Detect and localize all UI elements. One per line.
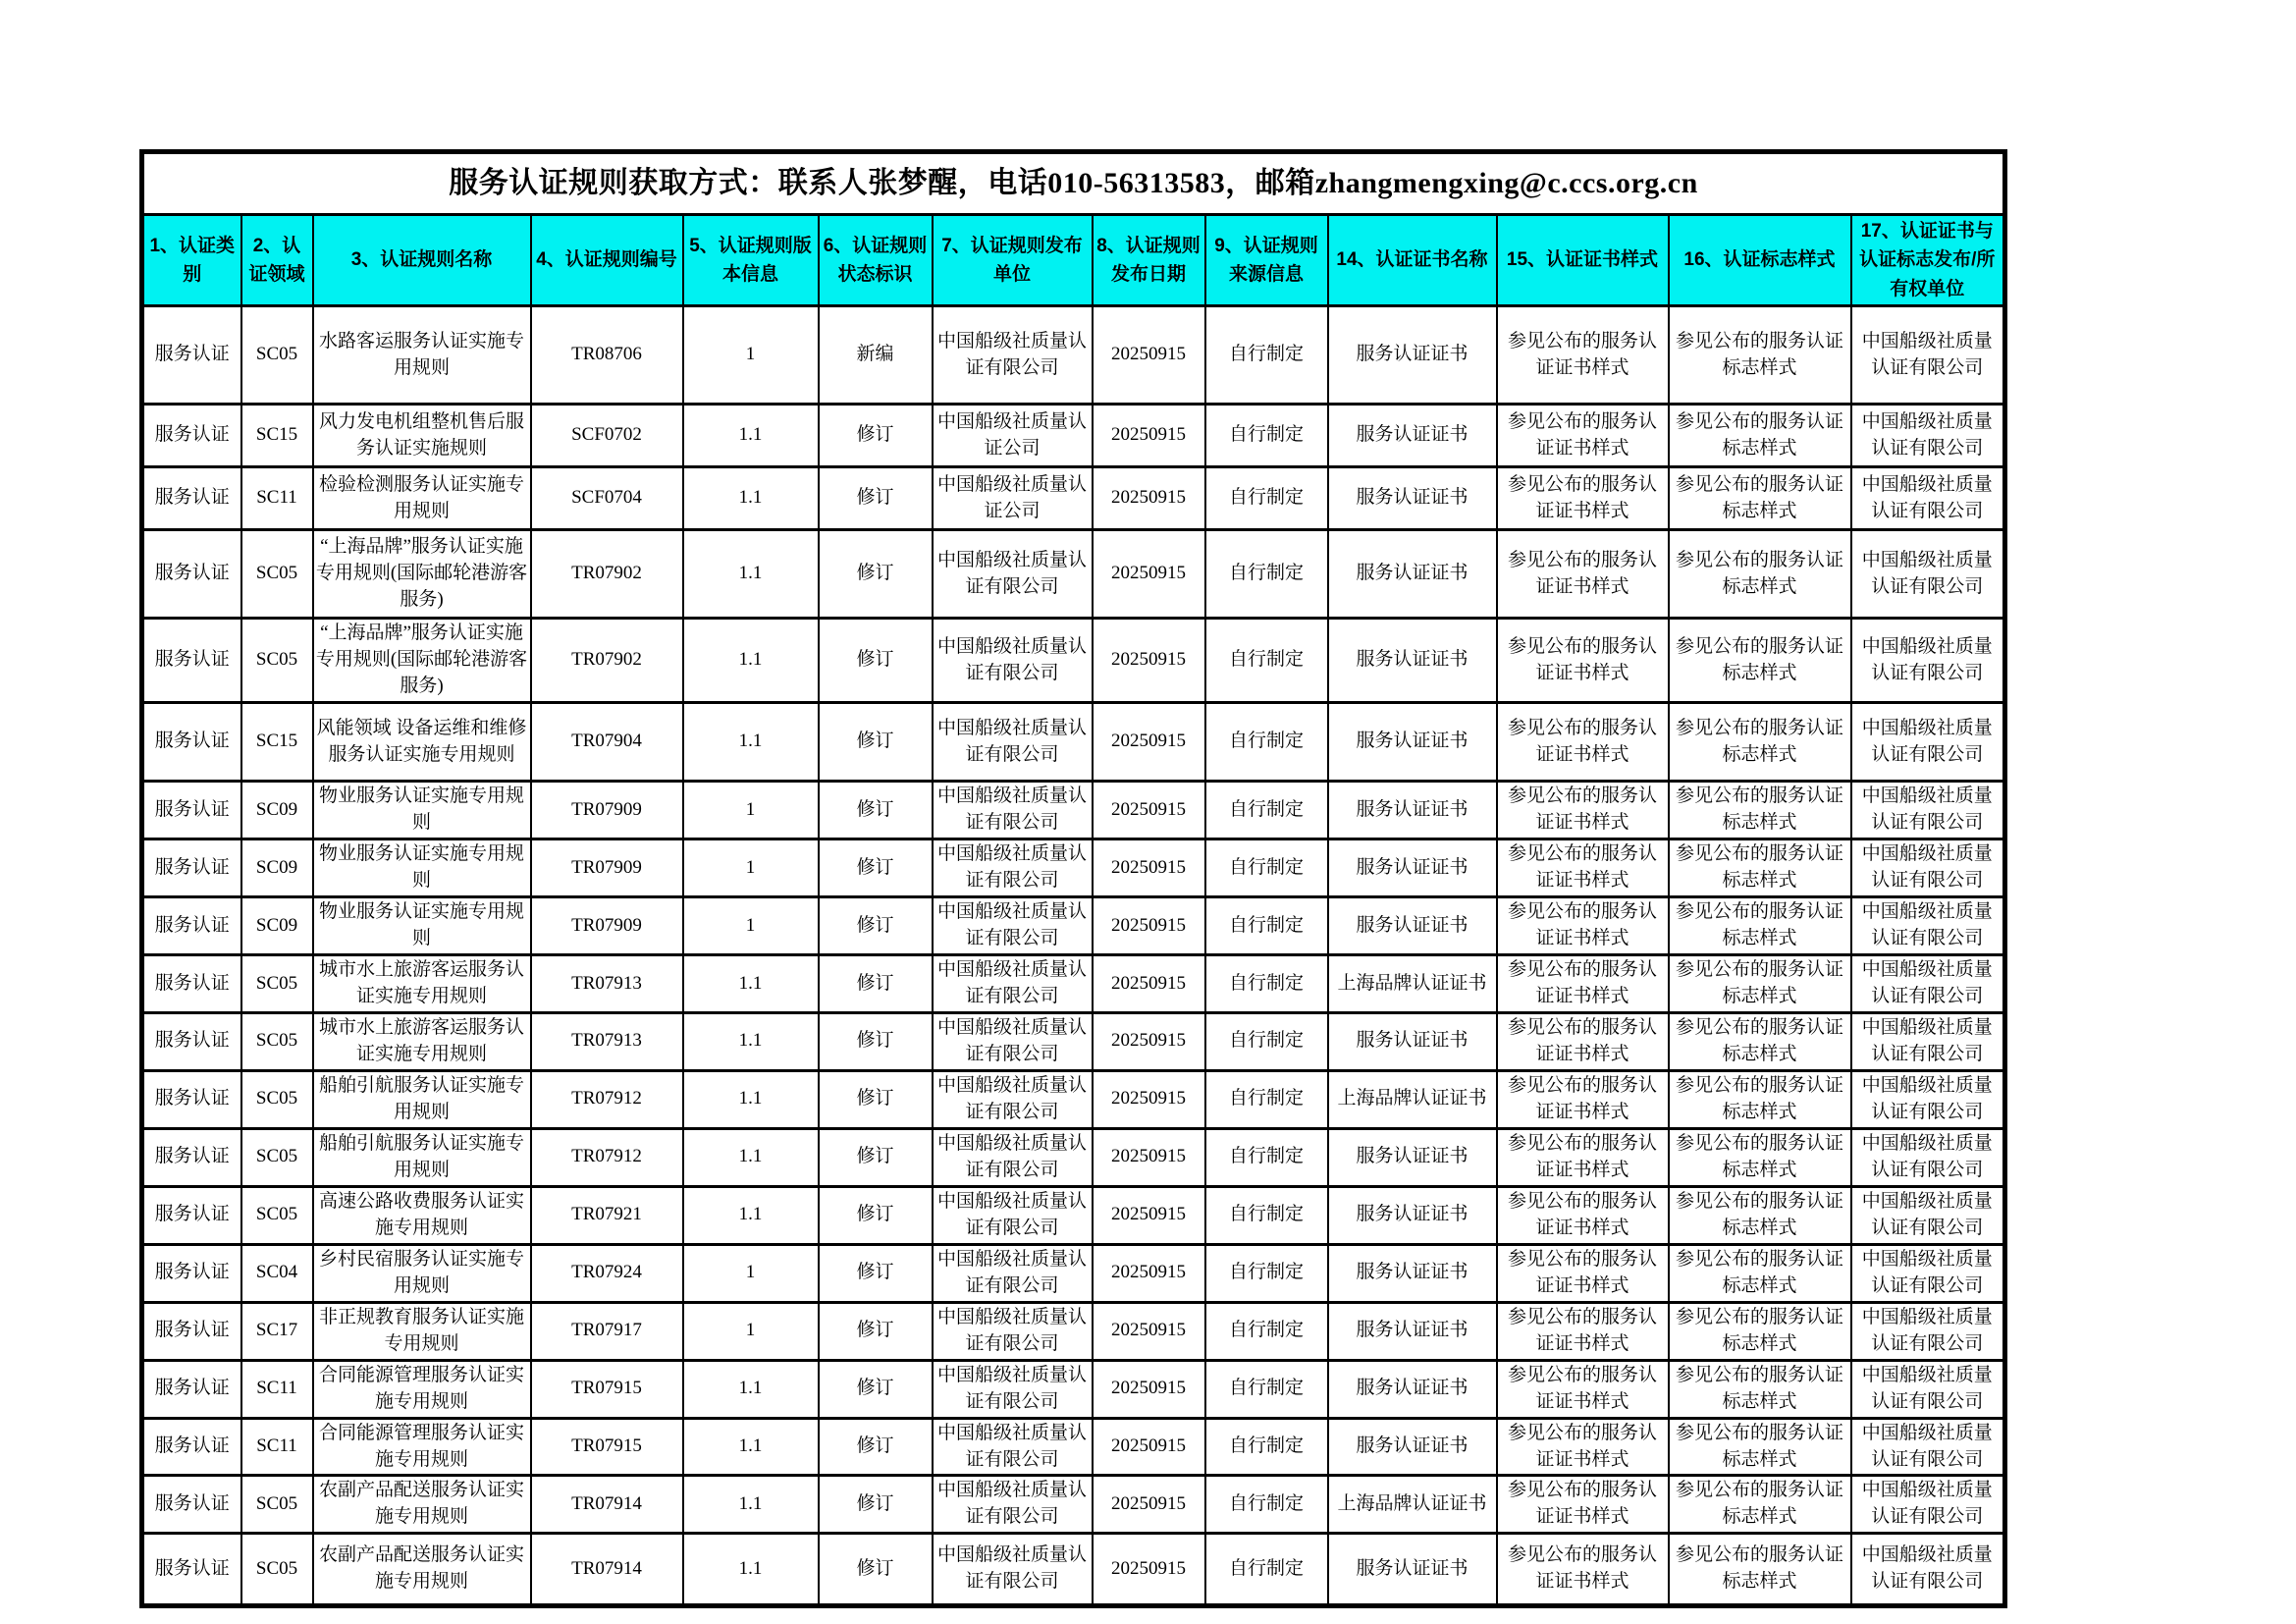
cell-rule-number: SCF0704	[531, 467, 683, 530]
col-header-issuer: 7、认证规则发布单位	[933, 215, 1093, 306]
col-header-version: 5、认证规则版本信息	[683, 215, 819, 306]
cell-status: 修订	[819, 955, 933, 1013]
cell-owner: 中国船级社质量认证有限公司	[1851, 530, 2005, 619]
cell-owner: 中国船级社质量认证有限公司	[1851, 1534, 2005, 1606]
cell-cert-style: 参见公布的服务认证证书样式	[1497, 897, 1669, 955]
cell-cert-name: 服务认证证书	[1328, 1360, 1497, 1418]
cell-rule-name: 船舶引航服务认证实施专用规则	[313, 1070, 531, 1128]
cell-issuer: 中国船级社质量认证有限公司	[933, 1360, 1093, 1418]
cell-rule-number: TR07921	[531, 1186, 683, 1244]
cell-version: 1	[683, 897, 819, 955]
cell-source: 自行制定	[1205, 1070, 1328, 1128]
cell-source: 自行制定	[1205, 1012, 1328, 1070]
cell-cert-name: 服务认证证书	[1328, 619, 1497, 703]
cell-rule-number: TR07912	[531, 1070, 683, 1128]
cell-version: 1.1	[683, 405, 819, 467]
cell-category: 服务认证	[142, 955, 241, 1013]
cell-owner: 中国船级社质量认证有限公司	[1851, 1302, 2005, 1360]
cell-source: 自行制定	[1205, 955, 1328, 1013]
col-header-publish-date: 8、认证规则发布日期	[1093, 215, 1205, 306]
cell-mark-style: 参见公布的服务认证标志样式	[1669, 1476, 1851, 1534]
cell-publish-date: 20250915	[1093, 1476, 1205, 1534]
cell-owner: 中国船级社质量认证有限公司	[1851, 1128, 2005, 1186]
cell-rule-name: 物业服务认证实施专用规则	[313, 839, 531, 897]
cell-issuer: 中国船级社质量认证有限公司	[933, 306, 1093, 405]
cell-rule-name: 城市水上旅游客运服务认证实施专用规则	[313, 955, 531, 1013]
cell-rule-name: 乡村民宿服务认证实施专用规则	[313, 1244, 531, 1302]
cell-cert-name: 上海品牌认证证书	[1328, 955, 1497, 1013]
cell-source: 自行制定	[1205, 306, 1328, 405]
cell-status: 修订	[819, 1186, 933, 1244]
table-row	[142, 619, 2005, 703]
cell-rule-name: “上海品牌”服务认证实施专用规则(国际邮轮港游客服务)	[313, 530, 531, 619]
table-row	[142, 1012, 2005, 1070]
cell-version: 1	[683, 306, 819, 405]
cell-owner: 中国船级社质量认证有限公司	[1851, 703, 2005, 782]
col-header-owner: 17、认证证书与认证标志发布/所有权单位	[1851, 215, 2005, 306]
header-row	[142, 215, 2005, 306]
cell-owner: 中国船级社质量认证有限公司	[1851, 782, 2005, 839]
cell-source: 自行制定	[1205, 897, 1328, 955]
cell-cert-style: 参见公布的服务认证证书样式	[1497, 1360, 1669, 1418]
col-header-category: 1、认证类别	[142, 215, 241, 306]
cell-cert-name: 上海品牌认证证书	[1328, 1476, 1497, 1534]
cell-cert-style: 参见公布的服务认证证书样式	[1497, 955, 1669, 1013]
col-header-rule-name: 3、认证规则名称	[313, 215, 531, 306]
cell-publish-date: 20250915	[1093, 897, 1205, 955]
cell-owner: 中国船级社质量认证有限公司	[1851, 1418, 2005, 1476]
cell-rule-number: TR07915	[531, 1360, 683, 1418]
col-header-rule-number: 4、认证规则编号	[531, 215, 683, 306]
cell-status: 修订	[819, 467, 933, 530]
cell-version: 1.1	[683, 955, 819, 1013]
table-row	[142, 1476, 2005, 1534]
cell-status: 修订	[819, 619, 933, 703]
cell-publish-date: 20250915	[1093, 1360, 1205, 1418]
cell-rule-name: 城市水上旅游客运服务认证实施专用规则	[313, 1012, 531, 1070]
cell-version: 1	[683, 1302, 819, 1360]
cell-publish-date: 20250915	[1093, 1244, 1205, 1302]
cell-version: 1.1	[683, 1476, 819, 1534]
cell-cert-style: 参见公布的服务认证证书样式	[1497, 467, 1669, 530]
cell-cert-name: 上海品牌认证证书	[1328, 1070, 1497, 1128]
table-row	[142, 405, 2005, 467]
cell-status: 修订	[819, 1244, 933, 1302]
table-row	[142, 703, 2005, 782]
cell-field: SC05	[241, 1128, 313, 1186]
cell-mark-style: 参见公布的服务认证标志样式	[1669, 703, 1851, 782]
cell-status: 修订	[819, 1012, 933, 1070]
title-row	[142, 152, 2005, 215]
cell-owner: 中国船级社质量认证有限公司	[1851, 1186, 2005, 1244]
cell-issuer: 中国船级社质量认证公司	[933, 405, 1093, 467]
cell-rule-name: 合同能源管理服务认证实施专用规则	[313, 1418, 531, 1476]
cell-version: 1.1	[683, 619, 819, 703]
cell-issuer: 中国船级社质量认证有限公司	[933, 619, 1093, 703]
cell-publish-date: 20250915	[1093, 405, 1205, 467]
cell-status: 修订	[819, 1418, 933, 1476]
table-row	[142, 955, 2005, 1013]
cell-rule-name: 水路客运服务认证实施专用规则	[313, 306, 531, 405]
cell-cert-style: 参见公布的服务认证证书样式	[1497, 530, 1669, 619]
cell-publish-date: 20250915	[1093, 955, 1205, 1013]
cell-issuer: 中国船级社质量认证有限公司	[933, 1534, 1093, 1606]
cell-issuer: 中国船级社质量认证有限公司	[933, 703, 1093, 782]
cell-mark-style: 参见公布的服务认证标志样式	[1669, 897, 1851, 955]
cell-owner: 中国船级社质量认证有限公司	[1851, 1360, 2005, 1418]
cell-cert-style: 参见公布的服务认证证书样式	[1497, 306, 1669, 405]
cell-cert-style: 参见公布的服务认证证书样式	[1497, 703, 1669, 782]
table-row	[142, 1534, 2005, 1606]
cell-mark-style: 参见公布的服务认证标志样式	[1669, 405, 1851, 467]
cell-source: 自行制定	[1205, 1360, 1328, 1418]
table-row	[142, 1244, 2005, 1302]
cell-publish-date: 20250915	[1093, 619, 1205, 703]
table-title: 服务认证规则获取方式：联系人张梦醒，电话010-56313583，邮箱zhangmengxing@c.ccs.org.cn	[142, 152, 2005, 215]
cell-category: 服务认证	[142, 1128, 241, 1186]
cell-cert-style: 参见公布的服务认证证书样式	[1497, 405, 1669, 467]
col-header-source: 9、认证规则来源信息	[1205, 215, 1328, 306]
cell-cert-name: 服务认证证书	[1328, 467, 1497, 530]
cell-cert-name: 服务认证证书	[1328, 703, 1497, 782]
cell-version: 1.1	[683, 1534, 819, 1606]
cell-cert-name: 服务认证证书	[1328, 839, 1497, 897]
cell-issuer: 中国船级社质量认证有限公司	[933, 1476, 1093, 1534]
cell-category: 服务认证	[142, 897, 241, 955]
cell-status: 修订	[819, 782, 933, 839]
cell-field: SC09	[241, 839, 313, 897]
cell-publish-date: 20250915	[1093, 306, 1205, 405]
cell-issuer: 中国船级社质量认证有限公司	[933, 839, 1093, 897]
cell-cert-name: 服务认证证书	[1328, 897, 1497, 955]
cell-owner: 中国船级社质量认证有限公司	[1851, 1070, 2005, 1128]
cell-category: 服务认证	[142, 1476, 241, 1534]
cell-owner: 中国船级社质量认证有限公司	[1851, 955, 2005, 1013]
cell-source: 自行制定	[1205, 405, 1328, 467]
cell-cert-style: 参见公布的服务认证证书样式	[1497, 1244, 1669, 1302]
cell-field: SC04	[241, 1244, 313, 1302]
cell-rule-name: 高速公路收费服务认证实施专用规则	[313, 1186, 531, 1244]
cell-issuer: 中国船级社质量认证有限公司	[933, 530, 1093, 619]
cell-cert-style: 参见公布的服务认证证书样式	[1497, 1534, 1669, 1606]
cell-mark-style: 参见公布的服务认证标志样式	[1669, 619, 1851, 703]
table-row	[142, 782, 2005, 839]
cell-status: 修订	[819, 839, 933, 897]
cell-category: 服务认证	[142, 619, 241, 703]
cell-issuer: 中国船级社质量认证有限公司	[933, 1070, 1093, 1128]
cell-rule-name: 物业服务认证实施专用规则	[313, 782, 531, 839]
table-row	[142, 467, 2005, 530]
cell-issuer: 中国船级社质量认证有限公司	[933, 1186, 1093, 1244]
cell-cert-style: 参见公布的服务认证证书样式	[1497, 1302, 1669, 1360]
cell-cert-style: 参见公布的服务认证证书样式	[1497, 1070, 1669, 1128]
cell-category: 服务认证	[142, 782, 241, 839]
cell-mark-style: 参见公布的服务认证标志样式	[1669, 1186, 1851, 1244]
cell-rule-number: TR07913	[531, 1012, 683, 1070]
cell-cert-name: 服务认证证书	[1328, 1302, 1497, 1360]
cell-issuer: 中国船级社质量认证公司	[933, 467, 1093, 530]
cell-cert-name: 服务认证证书	[1328, 405, 1497, 467]
cell-category: 服务认证	[142, 1070, 241, 1128]
cell-owner: 中国船级社质量认证有限公司	[1851, 306, 2005, 405]
cell-cert-style: 参见公布的服务认证证书样式	[1497, 619, 1669, 703]
cell-issuer: 中国船级社质量认证有限公司	[933, 955, 1093, 1013]
cell-field: SC17	[241, 1302, 313, 1360]
cell-category: 服务认证	[142, 1360, 241, 1418]
cell-cert-name: 服务认证证书	[1328, 306, 1497, 405]
cell-owner: 中国船级社质量认证有限公司	[1851, 1476, 2005, 1534]
cell-version: 1.1	[683, 703, 819, 782]
cell-rule-number: TR07917	[531, 1302, 683, 1360]
cell-issuer: 中国船级社质量认证有限公司	[933, 1128, 1093, 1186]
cell-rule-name: “上海品牌”服务认证实施专用规则(国际邮轮港游客服务)	[313, 619, 531, 703]
cell-rule-number: TR07913	[531, 955, 683, 1013]
cell-publish-date: 20250915	[1093, 1534, 1205, 1606]
cell-publish-date: 20250915	[1093, 467, 1205, 530]
cell-mark-style: 参见公布的服务认证标志样式	[1669, 1302, 1851, 1360]
cell-rule-name: 风力发电机组整机售后服务认证实施规则	[313, 405, 531, 467]
table-row	[142, 1070, 2005, 1128]
cell-category: 服务认证	[142, 839, 241, 897]
cell-rule-name: 物业服务认证实施专用规则	[313, 897, 531, 955]
cell-rule-name: 检验检测服务认证实施专用规则	[313, 467, 531, 530]
cell-field: SC05	[241, 1070, 313, 1128]
cell-rule-number: TR07912	[531, 1128, 683, 1186]
cell-owner: 中国船级社质量认证有限公司	[1851, 405, 2005, 467]
cell-source: 自行制定	[1205, 1302, 1328, 1360]
cell-rule-number: SCF0702	[531, 405, 683, 467]
cell-publish-date: 20250915	[1093, 530, 1205, 619]
cell-owner: 中国船级社质量认证有限公司	[1851, 1244, 2005, 1302]
cell-publish-date: 20250915	[1093, 839, 1205, 897]
cell-source: 自行制定	[1205, 530, 1328, 619]
cell-mark-style: 参见公布的服务认证标志样式	[1669, 306, 1851, 405]
cell-publish-date: 20250915	[1093, 1186, 1205, 1244]
cell-version: 1	[683, 839, 819, 897]
cell-category: 服务认证	[142, 530, 241, 619]
cell-cert-style: 参见公布的服务认证证书样式	[1497, 1186, 1669, 1244]
cell-version: 1.1	[683, 530, 819, 619]
cell-owner: 中国船级社质量认证有限公司	[1851, 839, 2005, 897]
cell-status: 修订	[819, 1128, 933, 1186]
cell-rule-number: TR07902	[531, 530, 683, 619]
cell-field: SC09	[241, 782, 313, 839]
cell-category: 服务认证	[142, 1418, 241, 1476]
cell-mark-style: 参见公布的服务认证标志样式	[1669, 1534, 1851, 1606]
document-page	[139, 149, 2007, 1608]
cell-source: 自行制定	[1205, 1534, 1328, 1606]
cell-rule-number: TR07902	[531, 619, 683, 703]
cell-cert-name: 服务认证证书	[1328, 530, 1497, 619]
cell-status: 修订	[819, 405, 933, 467]
cell-cert-name: 服务认证证书	[1328, 782, 1497, 839]
cell-source: 自行制定	[1205, 1186, 1328, 1244]
cell-category: 服务认证	[142, 306, 241, 405]
cell-rule-number: TR07909	[531, 839, 683, 897]
cell-rule-number: TR07914	[531, 1534, 683, 1606]
cell-category: 服务认证	[142, 703, 241, 782]
cell-mark-style: 参见公布的服务认证标志样式	[1669, 467, 1851, 530]
cell-mark-style: 参见公布的服务认证标志样式	[1669, 782, 1851, 839]
table-row	[142, 530, 2005, 619]
cell-field: SC05	[241, 1012, 313, 1070]
cell-cert-name: 服务认证证书	[1328, 1012, 1497, 1070]
cell-rule-name: 合同能源管理服务认证实施专用规则	[313, 1360, 531, 1418]
cell-status: 修订	[819, 1476, 933, 1534]
cell-field: SC05	[241, 1534, 313, 1606]
cell-publish-date: 20250915	[1093, 782, 1205, 839]
col-header-mark-style: 16、认证标志样式	[1669, 215, 1851, 306]
cell-issuer: 中国船级社质量认证有限公司	[933, 1302, 1093, 1360]
cell-source: 自行制定	[1205, 1418, 1328, 1476]
cell-version: 1.1	[683, 467, 819, 530]
cell-field: SC15	[241, 405, 313, 467]
cell-owner: 中国船级社质量认证有限公司	[1851, 1012, 2005, 1070]
cell-source: 自行制定	[1205, 1244, 1328, 1302]
cell-cert-style: 参见公布的服务认证证书样式	[1497, 1012, 1669, 1070]
cell-source: 自行制定	[1205, 1476, 1328, 1534]
cell-source: 自行制定	[1205, 703, 1328, 782]
cell-status: 新编	[819, 306, 933, 405]
cell-publish-date: 20250915	[1093, 1128, 1205, 1186]
cell-source: 自行制定	[1205, 467, 1328, 530]
cell-rule-number: TR07914	[531, 1476, 683, 1534]
cell-field: SC09	[241, 897, 313, 955]
cell-rule-number: TR07909	[531, 782, 683, 839]
cell-status: 修订	[819, 703, 933, 782]
cell-version: 1	[683, 782, 819, 839]
cell-category: 服务认证	[142, 1012, 241, 1070]
cell-version: 1.1	[683, 1418, 819, 1476]
cell-field: SC11	[241, 1418, 313, 1476]
cell-owner: 中国船级社质量认证有限公司	[1851, 897, 2005, 955]
cell-cert-name: 服务认证证书	[1328, 1186, 1497, 1244]
certification-rules-table	[139, 149, 2007, 1608]
cell-rule-number: TR07915	[531, 1418, 683, 1476]
cell-cert-style: 参见公布的服务认证证书样式	[1497, 1418, 1669, 1476]
table-row	[142, 1418, 2005, 1476]
table-row	[142, 1128, 2005, 1186]
col-header-cert-name: 14、认证证书名称	[1328, 215, 1497, 306]
cell-category: 服务认证	[142, 467, 241, 530]
cell-cert-style: 参见公布的服务认证证书样式	[1497, 1476, 1669, 1534]
cell-issuer: 中国船级社质量认证有限公司	[933, 1244, 1093, 1302]
cell-source: 自行制定	[1205, 1128, 1328, 1186]
cell-publish-date: 20250915	[1093, 1302, 1205, 1360]
cell-field: SC05	[241, 306, 313, 405]
cell-mark-style: 参见公布的服务认证标志样式	[1669, 955, 1851, 1013]
cell-source: 自行制定	[1205, 619, 1328, 703]
cell-rule-name: 农副产品配送服务认证实施专用规则	[313, 1476, 531, 1534]
cell-cert-name: 服务认证证书	[1328, 1418, 1497, 1476]
cell-publish-date: 20250915	[1093, 1070, 1205, 1128]
cell-field: SC05	[241, 1476, 313, 1534]
cell-field: SC05	[241, 1186, 313, 1244]
cell-mark-style: 参见公布的服务认证标志样式	[1669, 1128, 1851, 1186]
cell-status: 修订	[819, 1070, 933, 1128]
cell-version: 1.1	[683, 1186, 819, 1244]
cell-cert-name: 服务认证证书	[1328, 1128, 1497, 1186]
table-row	[142, 839, 2005, 897]
cell-cert-style: 参见公布的服务认证证书样式	[1497, 1128, 1669, 1186]
cell-field: SC05	[241, 530, 313, 619]
table-row	[142, 306, 2005, 405]
cell-mark-style: 参见公布的服务认证标志样式	[1669, 530, 1851, 619]
cell-version: 1.1	[683, 1128, 819, 1186]
cell-publish-date: 20250915	[1093, 1012, 1205, 1070]
cell-publish-date: 20250915	[1093, 1418, 1205, 1476]
cell-mark-style: 参见公布的服务认证标志样式	[1669, 1418, 1851, 1476]
table-body	[142, 306, 2005, 1606]
cell-version: 1.1	[683, 1012, 819, 1070]
cell-rule-name: 农副产品配送服务认证实施专用规则	[313, 1534, 531, 1606]
table-row	[142, 1360, 2005, 1418]
cell-mark-style: 参见公布的服务认证标志样式	[1669, 1244, 1851, 1302]
cell-status: 修订	[819, 1360, 933, 1418]
table-row	[142, 1186, 2005, 1244]
cell-category: 服务认证	[142, 1186, 241, 1244]
cell-issuer: 中国船级社质量认证有限公司	[933, 897, 1093, 955]
cell-field: SC05	[241, 955, 313, 1013]
col-header-cert-style: 15、认证证书样式	[1497, 215, 1669, 306]
cell-status: 修订	[819, 1302, 933, 1360]
cell-field: SC11	[241, 467, 313, 530]
cell-rule-name: 船舶引航服务认证实施专用规则	[313, 1128, 531, 1186]
cell-version: 1.1	[683, 1070, 819, 1128]
cell-category: 服务认证	[142, 1244, 241, 1302]
cell-owner: 中国船级社质量认证有限公司	[1851, 619, 2005, 703]
cell-mark-style: 参见公布的服务认证标志样式	[1669, 1360, 1851, 1418]
cell-rule-name: 风能领域 设备运维和维修服务认证实施专用规则	[313, 703, 531, 782]
cell-field: SC15	[241, 703, 313, 782]
cell-cert-name: 服务认证证书	[1328, 1534, 1497, 1606]
cell-source: 自行制定	[1205, 839, 1328, 897]
cell-status: 修订	[819, 897, 933, 955]
cell-issuer: 中国船级社质量认证有限公司	[933, 782, 1093, 839]
cell-field: SC11	[241, 1360, 313, 1418]
table-row	[142, 1302, 2005, 1360]
cell-publish-date: 20250915	[1093, 703, 1205, 782]
cell-category: 服务认证	[142, 1534, 241, 1606]
cell-version: 1	[683, 1244, 819, 1302]
table-row	[142, 897, 2005, 955]
cell-source: 自行制定	[1205, 782, 1328, 839]
cell-mark-style: 参见公布的服务认证标志样式	[1669, 839, 1851, 897]
cell-mark-style: 参见公布的服务认证标志样式	[1669, 1012, 1851, 1070]
cell-cert-style: 参见公布的服务认证证书样式	[1497, 839, 1669, 897]
cell-issuer: 中国船级社质量认证有限公司	[933, 1418, 1093, 1476]
col-header-field: 2、认证领域	[241, 215, 313, 306]
cell-owner: 中国船级社质量认证有限公司	[1851, 467, 2005, 530]
cell-version: 1.1	[683, 1360, 819, 1418]
cell-field: SC05	[241, 619, 313, 703]
cell-rule-number: TR07909	[531, 897, 683, 955]
cell-status: 修订	[819, 1534, 933, 1606]
cell-rule-number: TR07904	[531, 703, 683, 782]
cell-status: 修订	[819, 530, 933, 619]
cell-rule-name: 非正规教育服务认证实施专用规则	[313, 1302, 531, 1360]
cell-issuer: 中国船级社质量认证有限公司	[933, 1012, 1093, 1070]
cell-rule-number: TR08706	[531, 306, 683, 405]
cell-cert-name: 服务认证证书	[1328, 1244, 1497, 1302]
cell-category: 服务认证	[142, 1302, 241, 1360]
cell-rule-number: TR07924	[531, 1244, 683, 1302]
cell-category: 服务认证	[142, 405, 241, 467]
cell-cert-style: 参见公布的服务认证证书样式	[1497, 782, 1669, 839]
col-header-status: 6、认证规则状态标识	[819, 215, 933, 306]
cell-mark-style: 参见公布的服务认证标志样式	[1669, 1070, 1851, 1128]
